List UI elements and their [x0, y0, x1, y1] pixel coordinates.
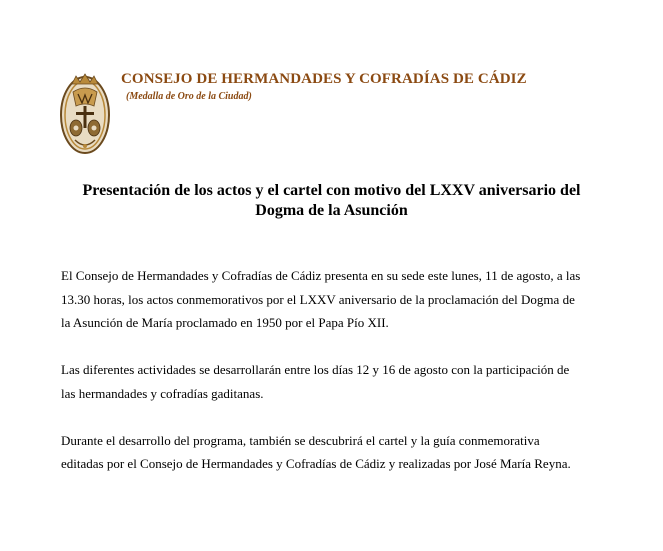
organization-subtitle: (Medalla de Oro de la Ciudad): [126, 91, 252, 102]
paragraph-line: Las diferentes actividades se desarrollarán entre los días 12 y 16 de agosto con la participación de: [61, 362, 570, 377]
paragraph-line: El Consejo de Hermandades y Cofradías de Cádiz presenta en su sede este lunes, 11 de agosto, a las: [61, 268, 581, 283]
document-body: [61, 264, 621, 499]
council-crest-icon: [58, 70, 112, 156]
document-title-line-2: Dogma de la Asunción: [255, 202, 408, 219]
paragraph-line: las hermandades y cofradías gaditanas.: [61, 385, 264, 401]
document-title: [40, 181, 623, 221]
paragraph-line: la Asunción de María proclamado en 1950 por el Papa Pío XII.: [61, 315, 389, 330]
paragraph-3: [61, 429, 621, 476]
paragraph-line: editadas por el Consejo de Hermandades y Cofradías de Cádiz y realizadas por José María Reyna.: [61, 456, 571, 471]
paragraph-line: 13.30 horas, los actos conmemorativos por el LXXV aniversario de la proclamación del Dogma de: [61, 291, 575, 307]
organization-name: CONSEJO DE HERMANDADES Y COFRADÍAS DE CÁDIZ: [121, 71, 527, 87]
letterhead: [58, 70, 618, 156]
paragraph-1: [61, 264, 621, 335]
paragraph-2: [61, 358, 621, 405]
paragraph-line: Durante el desarrollo del programa, también se descubrirá el cartel y la guía conmemorativa: [61, 432, 540, 448]
document-title-line-1: Presentación de los actos y el cartel con motivo del LXXV aniversario del: [82, 182, 581, 199]
